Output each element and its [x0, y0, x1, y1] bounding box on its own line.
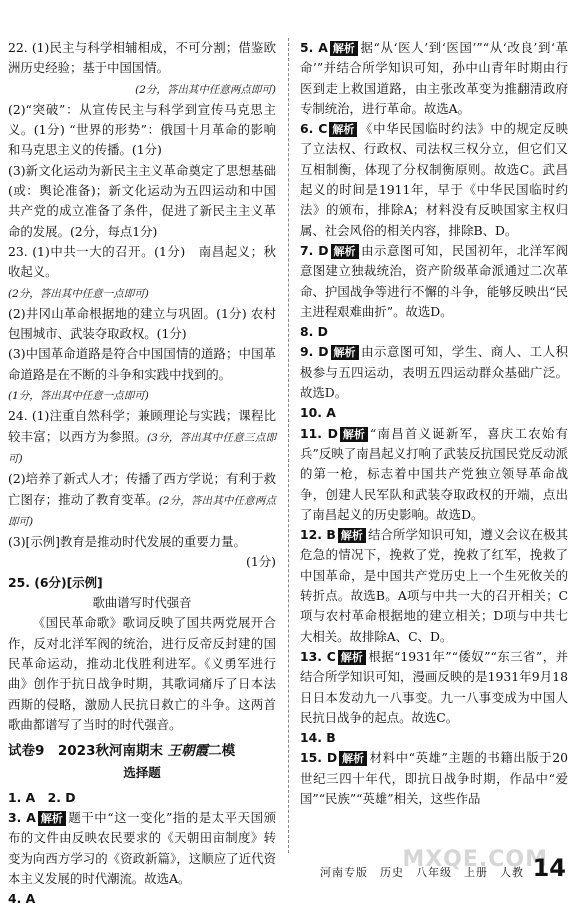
q22-part1: 22. (1)民主与科学相辅相成，不可分割；借鉴欧洲历史经验；基于中国国情。	[8, 40, 276, 76]
left-column	[8, 38, 276, 909]
answers-1-2: 1. A 2. D	[8, 789, 76, 805]
exam-title: 试卷9 2023秋河南期末 王朝霞二模	[8, 743, 236, 760]
q22-part1-note: (2分，答出其中任意两点即可)	[135, 83, 276, 96]
q23-part2: (2)井冈山革命根据地的建立与巩固。(1分) 农村包围城市、武装夺取政权。(1分)	[8, 305, 276, 342]
column-divider	[288, 38, 289, 853]
q24-part1: 24. (1)注重自然科学；兼顾理论与实践；课程比较丰富；以西方为参照。(3分，答出其中任意三点即可)	[8, 408, 277, 465]
answer-3: 3. A 解析 题干中“这一变化”指的是太平天国颁布的文件由反映农民要求的《天朝田亩制度》转变为向西方学习的《资政新篇》，这顺应了近代资本主义发展的时代潮流。故选A。	[8, 809, 277, 886]
answer-7: 7. D 解析 由示意图可知，民国初年，北洋军阀意图建立独裁统治，资产阶级革命派通过二次革命、护国战争等进行不懈的斗争，能够反映出“民主进程艰难曲折”。故选D。	[300, 242, 569, 319]
q23-part3-note: (1分，答出其中任意一点即可)	[8, 390, 149, 403]
answer-10: 10. A	[300, 405, 336, 421]
q24-part2: (2)培养了新式人才；传播了西方学说；有利于救亡图存；推动了教育变革。(2分，答出其中任意两点即可)	[8, 471, 277, 528]
q25-heading: 25. (6分)[示例]	[8, 574, 103, 590]
analysis-tag: 解析	[340, 427, 368, 442]
answer-6: 6. C 解析 《中华民国临时约法》中的规定反映了立法权、行政权、司法权三权分立，但它们又互相制衡，体现了分权制衡原则。故选C。武昌起义的时间是1911年，早于《中华民国临时约法》的颁布，排除A；材料没有反映国家主权归属、社会风俗的相关内容，排除B、D。	[300, 121, 568, 238]
brand-logo: 王朝霞	[167, 743, 209, 760]
answer-15: 15. D 解析 材料中“英雄”主题的书籍出版于20世纪三四十年代，即抗日战争时期，作品中“爱国”“民族”“英雄”相关，这些作品	[300, 750, 568, 806]
answer-8: 8. D	[300, 324, 328, 340]
page-number: 14	[532, 854, 566, 882]
answer-9: 9. D 解析 由示意图可知，学生、商人、工人积极参与五四运动，表明五四运动群众基础广泛。故选D。	[300, 344, 569, 401]
answer-11: 11. D 解析 “南昌首义诞新军，喜庆工农始有兵”反映了南昌起义打响了武装反抗国民党反动派的第一枪，标志着中国共产党独立领导革命战争，创建人民军队和武装夺取政权的开端，点出了南昌起义的历史影响。故选D。	[300, 425, 568, 522]
analysis-tag: 解析	[329, 122, 357, 137]
q23-part1-note: (2分，答出其中任意一点即可)	[8, 287, 149, 300]
answer-4: 4. A	[8, 891, 36, 907]
analysis-tag: 解析	[338, 650, 366, 665]
q23-part1: 23. (1)中共一大的召开。(1分) 南昌起义；秋收起义。	[8, 243, 276, 280]
analysis-tag: 解析	[331, 345, 359, 360]
q22-part2: (2)“突破”：从宣传民主与科学到宣传马克思主义。(1分) “世界的形势”：俄国十月革命的影响和马克思主义的传播。(1分)	[8, 101, 276, 158]
essay-body: 《国民革命歌》歌词反映了国共两党展开合作，反对北洋军阀的统治，进行反帝反封建的国民革命运动，推动北伐胜利进军。《义勇军进行曲》创作于抗日战争时期，其歌词痛斥了日本法西斯的侵略，激励人民抗日救亡的斗争。这两首歌曲都谱写了当时的时代强音。	[8, 615, 276, 732]
analysis-tag: 解析	[331, 244, 359, 259]
answer-5: 5. A 解析 据“从‘医人’到‘医国’”“从‘改良’到‘革命’”并结合所学知识可知，孙中山青年时期由行医到走上救国道路，由主张改革变为推翻清政府专制统治，进行革命。故选A。	[300, 40, 568, 116]
answer-14: 14. B	[300, 730, 336, 746]
footer-text: 河南专版 历史 八年级 上册 人教	[320, 866, 524, 879]
right-column	[300, 38, 568, 809]
analysis-tag: 解析	[339, 751, 367, 766]
q24-part3-score: (1分)	[246, 554, 276, 570]
essay-title: 歌曲谱写时代强音	[92, 595, 192, 611]
q23-part3: (3)中国革命道路是符合中国国情的道路；中国革命道路是在不断的斗争和实践中找到的。	[8, 346, 276, 382]
section-choice-heading: 选择题	[123, 765, 161, 781]
q22-part3: (3)新文化运动为新民主主义革命奠定了思想基础(或：舆论准备)；新文化运动为五四运动和中国共产党的成立准备了条件，促进了新民主主义革命的发展。(2分，每点1分)	[8, 162, 276, 239]
q24-part3: (3)[示例]教育是推动时代发展的重要力量。	[8, 534, 246, 550]
analysis-tag: 解析	[338, 528, 366, 543]
analysis-tag: 解析	[330, 41, 358, 56]
answer-13: 13. C 解析 根据“1931年”“倭奴”“东三省”，并结合所学知识可知，漫画反映的是1931年9月18日日本发动九一八事变。九一八事变成为中国人民抗日战争的起点。故选C。	[300, 648, 568, 725]
watermark: MXQE.COM	[402, 847, 548, 872]
analysis-tag: 解析	[38, 811, 66, 826]
answer-12: 12. B 解析 结合所学知识可知，遵义会议在极其危急的情况下，挽救了党，挽救了红军，挽救了中国革命，是中国共产党历史上一个生死攸关的转折点。故选B。A项与中共一大的召开相关；C项与农村革命根据地的建立相关；D项与中共七大相关。故排除A、C、D。	[300, 527, 568, 644]
